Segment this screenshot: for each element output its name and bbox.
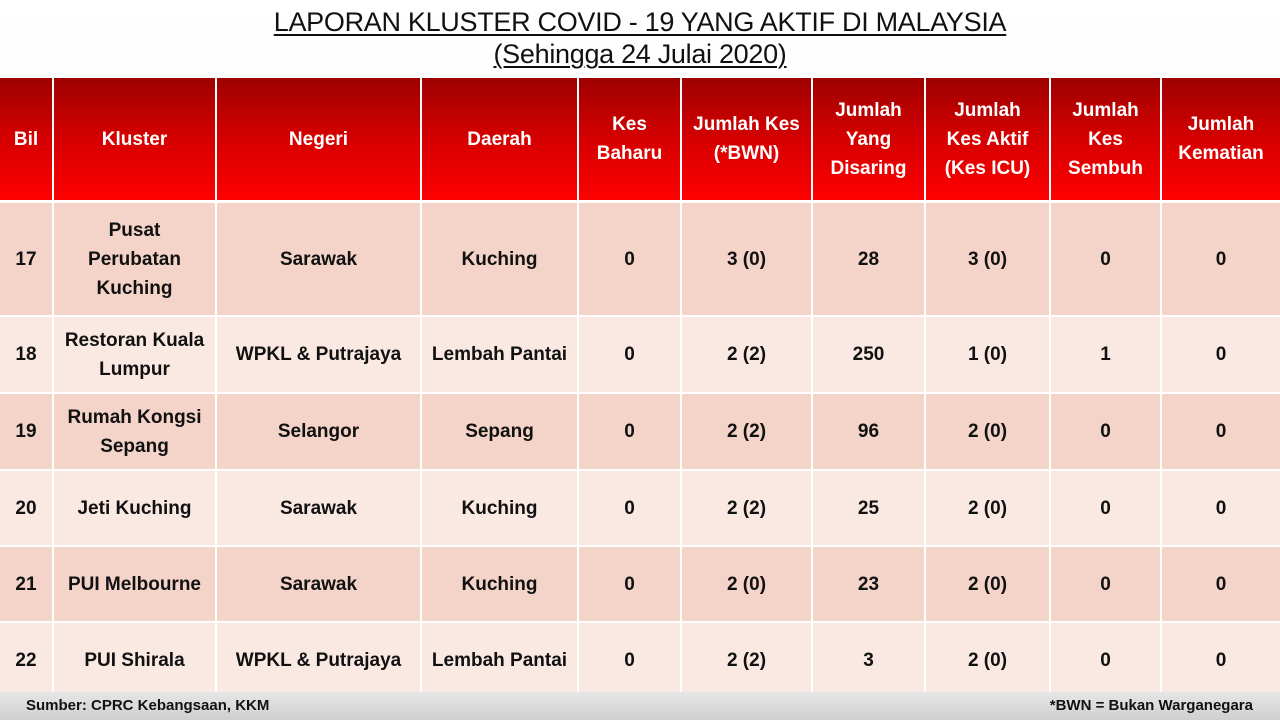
table-header: [0, 78, 1280, 203]
cell-disaring: 250: [813, 317, 926, 394]
cell-kes-aktif: 2 (0): [926, 547, 1051, 623]
cell-kluster: [54, 547, 217, 623]
cell-daerah: Lembah Pantai: [422, 317, 579, 394]
cell-kes-aktif: 1 (0): [926, 317, 1051, 394]
column-header-line: Jumlah: [1187, 114, 1255, 135]
table-row: [0, 471, 1280, 547]
cell-kematian: 0: [1162, 623, 1280, 699]
cell-kluster: [54, 394, 217, 471]
column-header-line: Sembuh: [1068, 157, 1143, 179]
column-header: [813, 78, 926, 203]
cell-disaring: 23: [813, 547, 926, 623]
cell-jumlah-kes: 2 (2): [682, 623, 813, 699]
cell-kluster-line: Pusat: [108, 219, 161, 241]
bwn-note: *BWN = Bukan Warganegara: [1049, 697, 1253, 714]
cell-jumlah-kes: 2 (0): [682, 547, 813, 623]
cell-daerah: Kuching: [422, 547, 579, 623]
column-header: [217, 78, 422, 203]
cell-kluster-line: Rumah Kongsi: [67, 406, 202, 428]
cell-bil: 20: [0, 471, 54, 547]
cell-disaring: 3: [813, 623, 926, 699]
cell-sembuh: 0: [1051, 394, 1162, 471]
cell-kematian: 0: [1162, 471, 1280, 547]
column-header-line: Kes: [612, 114, 647, 135]
cell-kes-aktif: 3 (0): [926, 203, 1051, 317]
cell-kluster: [54, 623, 217, 699]
header-row: [0, 78, 1280, 203]
cell-sembuh: 1: [1051, 317, 1162, 394]
cell-disaring: 96: [813, 394, 926, 471]
cell-negeri: WPKL & Putrajaya: [217, 623, 422, 699]
table-row: [0, 203, 1280, 317]
cell-daerah: Sepang: [422, 394, 579, 471]
cell-kluster: [54, 317, 217, 394]
cell-kluster-line: Sepang: [100, 435, 169, 457]
column-header-line: Jumlah: [835, 99, 902, 121]
cell-negeri: WPKL & Putrajaya: [217, 317, 422, 394]
table-body: [0, 203, 1280, 699]
cell-jumlah-kes: 2 (2): [682, 394, 813, 471]
column-header-line: Kes Aktif: [946, 128, 1029, 150]
source-text: Sumber: CPRC Kebangsaan, KKM: [26, 697, 270, 714]
column-header: [422, 78, 579, 203]
cell-kes-aktif: 2 (0): [926, 471, 1051, 547]
cell-kes-baharu: 0: [579, 317, 682, 394]
cell-bil: 19: [0, 394, 54, 471]
column-header-line: Kluster: [101, 128, 168, 150]
table-row: [0, 547, 1280, 623]
cell-sembuh: 0: [1051, 203, 1162, 317]
cell-sembuh: 0: [1051, 623, 1162, 699]
cell-daerah: Lembah Pantai: [422, 623, 579, 699]
cell-bil: 17: [0, 203, 54, 317]
cell-kluster: [54, 203, 217, 317]
column-header-line: Jumlah: [1072, 99, 1139, 121]
cell-kluster-line: Restoran Kuala: [64, 329, 205, 351]
cell-disaring: 25: [813, 471, 926, 547]
cell-kematian: 0: [1162, 547, 1280, 623]
cell-kes-baharu: 0: [579, 203, 682, 317]
cell-bil: 22: [0, 623, 54, 699]
column-header: [0, 78, 54, 203]
column-header: [54, 78, 217, 203]
column-header-line: Baharu: [596, 143, 663, 164]
cell-negeri: Selangor: [217, 394, 422, 471]
cell-kes-baharu: 0: [579, 394, 682, 471]
column-header-line: Jumlah Kes: [693, 114, 800, 135]
cell-kluster-line: Jeti Kuching: [77, 497, 192, 519]
cell-kes-aktif: 2 (0): [926, 394, 1051, 471]
cell-negeri: Sarawak: [217, 203, 422, 317]
cell-daerah: Kuching: [422, 471, 579, 547]
column-header: [926, 78, 1051, 203]
column-header: [1051, 78, 1162, 203]
cell-bil: 21: [0, 547, 54, 623]
cluster-table: [0, 78, 1280, 699]
cell-jumlah-kes: 2 (2): [682, 317, 813, 394]
cell-kluster-line: PUI Melbourne: [67, 573, 201, 595]
cell-sembuh: 0: [1051, 547, 1162, 623]
cell-kes-baharu: 0: [579, 547, 682, 623]
cell-kluster-line: Kuching: [96, 277, 173, 299]
footer-bar: [0, 692, 1280, 720]
cell-kluster-line: Perubatan: [88, 248, 181, 270]
column-header-line: Kes: [1088, 128, 1123, 150]
cell-daerah: Kuching: [422, 203, 579, 317]
column-header-line: Bil: [13, 128, 39, 150]
cell-negeri: Sarawak: [217, 471, 422, 547]
cell-kes-baharu: 0: [579, 623, 682, 699]
title-line-1: LAPORAN KLUSTER COVID - 19 YANG AKTIF DI MALAYSIA: [273, 7, 1007, 37]
report-title: [0, 6, 1280, 70]
cell-disaring: 28: [813, 203, 926, 317]
cell-kematian: 0: [1162, 317, 1280, 394]
column-header-line: Jumlah: [954, 99, 1021, 121]
column-header: [1162, 78, 1280, 203]
cell-kematian: 0: [1162, 394, 1280, 471]
column-header-line: (*BWN): [713, 143, 780, 164]
column-header-line: Kematian: [1178, 143, 1264, 164]
column-header: [682, 78, 813, 203]
cell-kluster-line: PUI Shirala: [84, 649, 185, 671]
cell-kluster: [54, 471, 217, 547]
cell-jumlah-kes: 2 (2): [682, 471, 813, 547]
table-row: [0, 317, 1280, 394]
column-header-line: Daerah: [467, 128, 532, 150]
column-header: [579, 78, 682, 203]
cell-kluster-line: Lumpur: [99, 358, 170, 380]
cell-bil: 18: [0, 317, 54, 394]
table-row: [0, 394, 1280, 471]
column-header-line: Yang: [845, 128, 892, 150]
cell-kes-baharu: 0: [579, 471, 682, 547]
cell-jumlah-kes: 3 (0): [682, 203, 813, 317]
table-row: [0, 623, 1280, 699]
cell-kes-aktif: 2 (0): [926, 623, 1051, 699]
title-line-2: (Sehingga 24 Julai 2020): [493, 39, 787, 69]
column-header-line: (Kes ICU): [944, 157, 1031, 179]
cell-kematian: 0: [1162, 203, 1280, 317]
cell-negeri: Sarawak: [217, 547, 422, 623]
column-header-line: Disaring: [830, 157, 907, 179]
cell-sembuh: 0: [1051, 471, 1162, 547]
column-header-line: Negeri: [288, 128, 349, 150]
